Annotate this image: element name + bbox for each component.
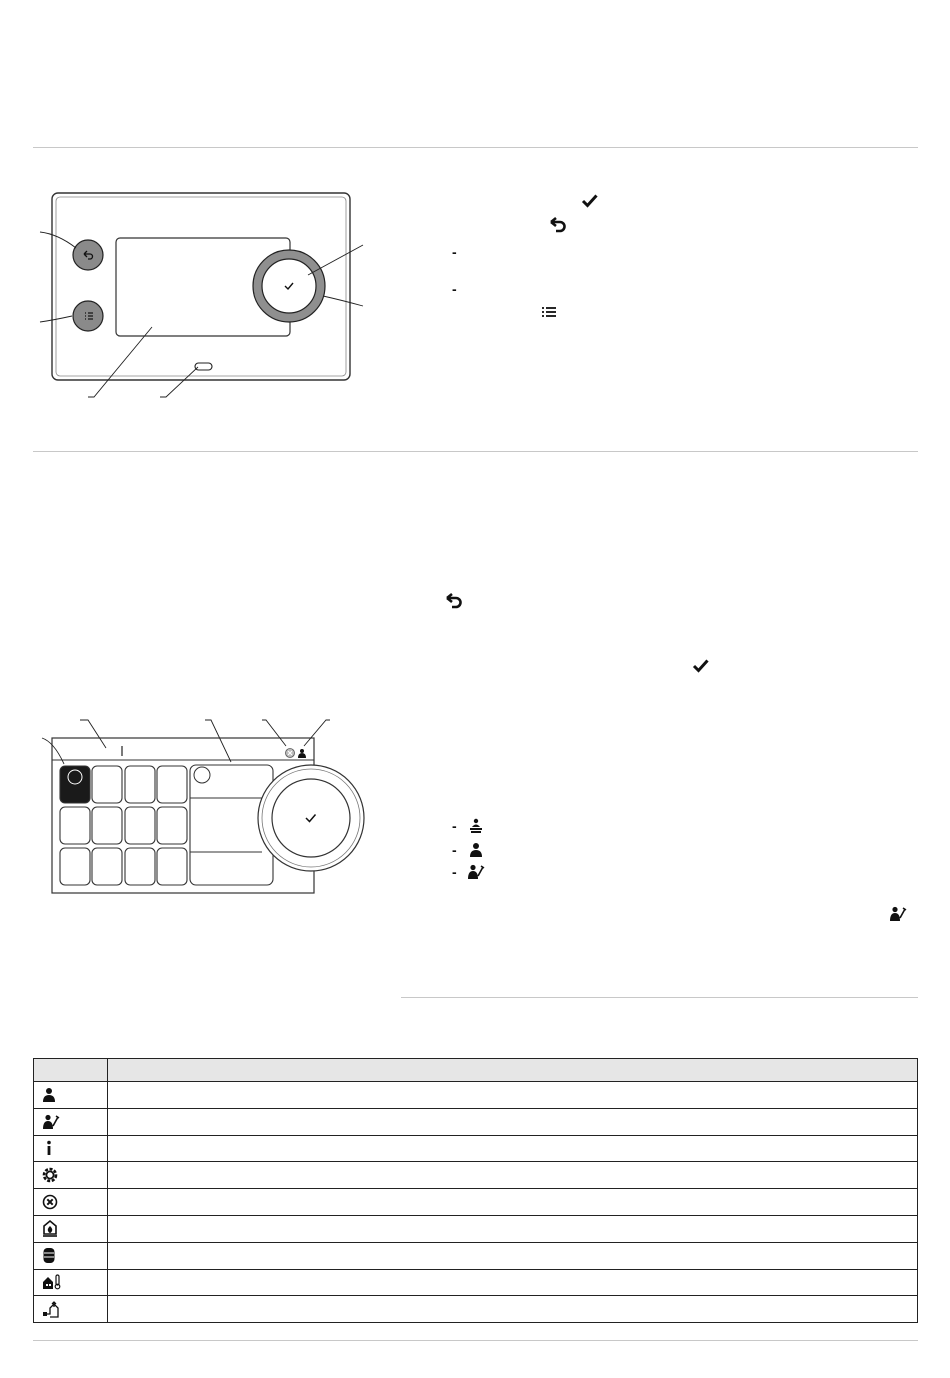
access-level-dash-3: - [452, 864, 457, 880]
table-row [34, 1162, 918, 1189]
tile [125, 848, 155, 885]
back-arrow-icon [548, 217, 568, 233]
tile [60, 848, 90, 885]
home-screen-figure [0, 0, 400, 920]
tile [92, 766, 122, 803]
table-row [34, 1269, 918, 1296]
tile [92, 807, 122, 844]
tile [60, 807, 90, 844]
table-header-cell [34, 1059, 108, 1082]
tile [92, 848, 122, 885]
table-row [34, 1215, 918, 1242]
home-sensor-icon [42, 1274, 62, 1290]
symbol-table [33, 1058, 918, 1323]
error-icon [286, 749, 295, 758]
checkmark-icon [691, 658, 711, 674]
tile [157, 807, 187, 844]
tile [157, 848, 187, 885]
section-rule-short [401, 997, 918, 998]
connectivity-icon [42, 1301, 62, 1318]
user-icon [469, 842, 483, 858]
installer-assisted-icon [468, 818, 484, 834]
table-row [34, 1189, 918, 1216]
checkmark-icon [580, 193, 600, 209]
tile [157, 766, 187, 803]
bullet-dash-2: - [452, 281, 457, 297]
table-row [34, 1242, 918, 1269]
bullet-dash-1: - [452, 244, 457, 260]
installer-icon [42, 1114, 60, 1130]
info-panel-badge [194, 767, 210, 783]
table-row [34, 1296, 918, 1323]
storage-tank-icon [42, 1247, 56, 1264]
table-row [34, 1108, 918, 1135]
section-rule-bottom [33, 1340, 918, 1341]
back-arrow-icon [444, 593, 464, 609]
access-level-dash-2: - [452, 842, 457, 858]
table-row [34, 1135, 918, 1162]
access-level-dash-1: - [452, 818, 457, 834]
user-icon [42, 1087, 56, 1103]
installer-icon [889, 906, 907, 922]
select-knob [272, 779, 350, 857]
table-header-row [34, 1059, 918, 1082]
tile [125, 766, 155, 803]
tile [125, 807, 155, 844]
menu-list-icon [541, 306, 557, 318]
heat-source-icon [42, 1220, 58, 1237]
settings-icon [42, 1167, 58, 1183]
info-icon [42, 1140, 56, 1156]
installer-icon [467, 864, 485, 880]
table-header-cell [108, 1059, 918, 1082]
table-row [34, 1082, 918, 1109]
error-icon [42, 1194, 58, 1210]
